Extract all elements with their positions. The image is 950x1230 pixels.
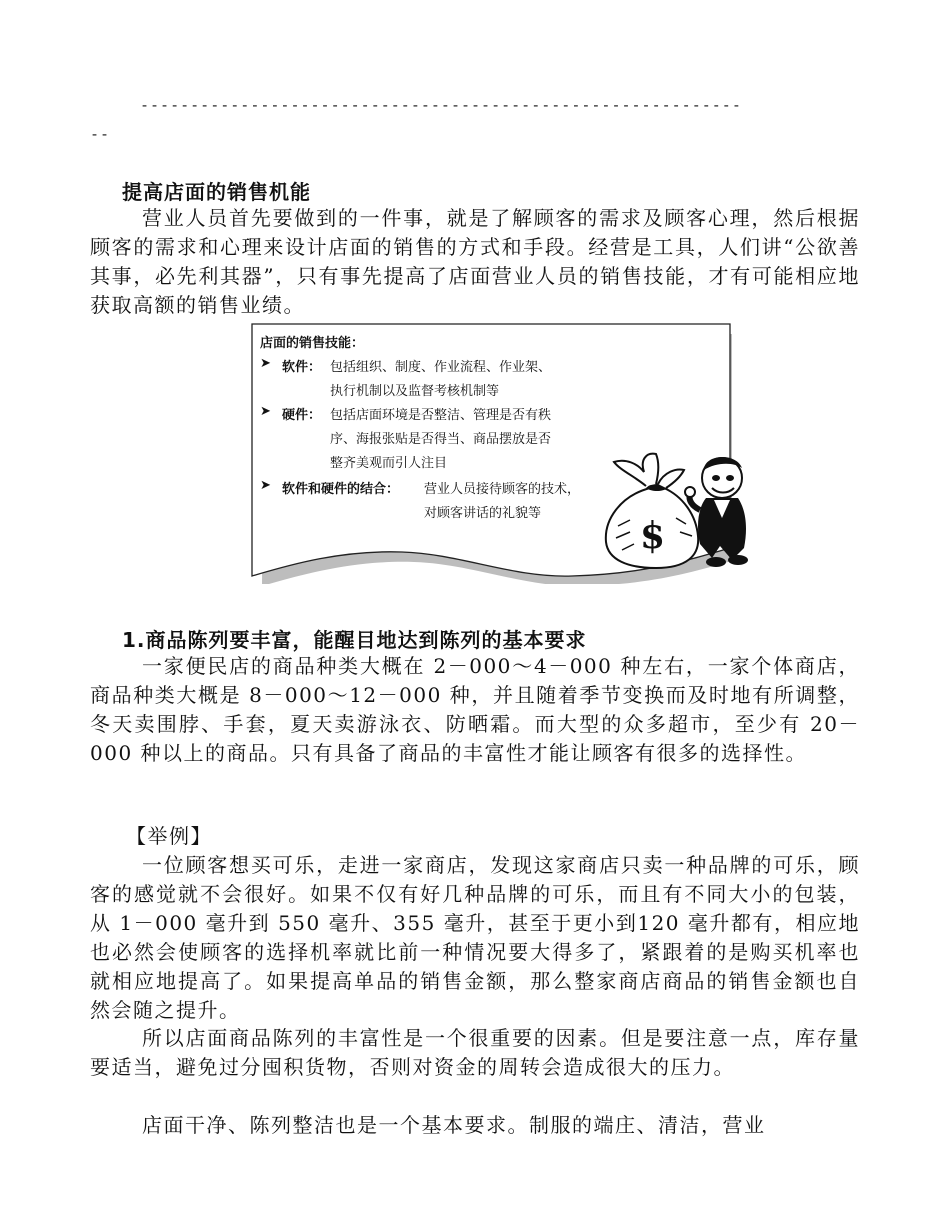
- software-text-line: 执行机制以及监督考核机制等: [330, 384, 500, 399]
- separator-line: ------------------------------------------------------------: [140, 96, 742, 114]
- heading-1: 1.商品陈列要丰富，能醒目地达到陈列的基本要求: [122, 628, 587, 652]
- paragraph-4: 店面干净、陈列整洁也是一个基本要求。制服的端庄、清洁，营业: [142, 1113, 766, 1137]
- arrow-bullet-icon: ➤: [260, 356, 271, 371]
- software-label: 软件：: [282, 360, 322, 375]
- section-title: 提高店面的销售机能: [122, 180, 311, 204]
- paragraph-1: 一家便民店的商品种类大概在 2－000～4－000 种左右，一家个体商店，商品种类大概是 8－000～12－000 种，并且随着季节变换而及时地有所调整，冬天卖围脖、手套，夏天卖游泳衣、防晒霜。而大型的众多超市，至少有 20－000 种以上的商品。只有具备了商品的丰富性才能让顾客有很多的选择性。: [90, 654, 860, 765]
- combination-label: 软件和硬件的结合：: [282, 482, 400, 497]
- combination-text-line: 营业人员接待顾客的技术，: [424, 482, 581, 497]
- arrow-bullet-icon: ➤: [260, 478, 271, 493]
- software-text-line: 包括组织、制度、作业流程、作业架、: [330, 360, 552, 375]
- arrow-bullet-icon: ➤: [260, 404, 271, 419]
- hardware-text-line: 序、海报张贴是否得当、商品摆放是否: [330, 432, 552, 447]
- figure-title: 店面的销售技能：: [260, 336, 365, 351]
- hardware-text-line: 整齐美观而引人注目: [330, 456, 448, 471]
- money-bag-cartoon-icon: [600, 448, 750, 570]
- combination-text-line: 对顾客讲话的礼貌等: [424, 506, 542, 521]
- separator-line-continued: --: [90, 125, 111, 143]
- paragraph-2: 一位顾客想买可乐，走进一家商店，发现这家商店只卖一种品牌的可乐，顾客的感觉就不会很好。如果不仅有好几种品牌的可乐，而且有不同大小的包装，从 1－000 毫升到 550 毫升、355 毫升，甚至于更小到120 毫升都有，相应地也必然会使顾客的选择机率就比前一种情况要大得多了，紧跟着的是购买机率也就相应地提高了。如果提高单品的销售金额，那么整家商店商品的销售金额也自然会随之提升。: [90, 853, 860, 1022]
- example-label: 【举例】: [126, 824, 212, 848]
- hardware-label: 硬件：: [282, 408, 322, 423]
- dollar-sign: $: [640, 515, 666, 557]
- hardware-text-line: 包括店面环境是否整洁、管理是否有秩: [330, 408, 552, 423]
- paragraph-3: 所以店面商品陈列的丰富性是一个很重要的因素。但是要注意一点，库存量要适当，避免过分囤积货物，否则对资金的周转会造成很大的压力。: [90, 1026, 860, 1079]
- intro-paragraph: 营业人员首先要做到的一件事，就是了解顾客的需求及顾客心理，然后根据顾客的需求和心理来设计店面的销售的方式和手段。经营是工具，人们讲“公欲善其事，必先利其器”，只有事先提高了店面营业人员的销售技能，才有可能相应地获取高额的销售业绩。: [90, 206, 860, 317]
